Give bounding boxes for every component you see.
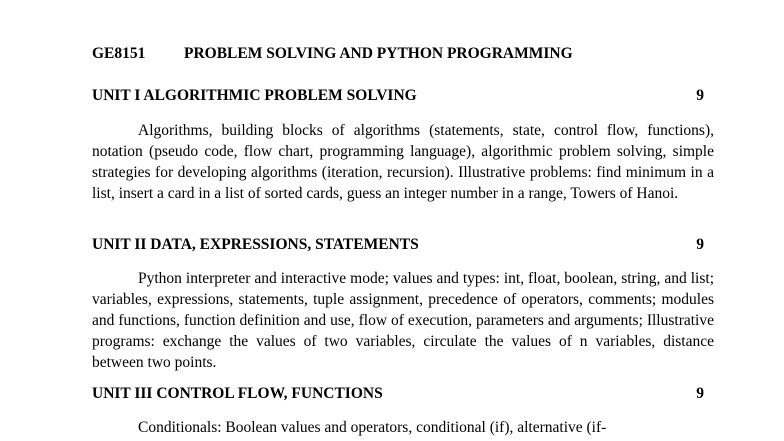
unit-1-heading	[92, 87, 704, 105]
unit-1-hours: 9	[696, 87, 704, 104]
unit-3-title: UNIT III CONTROL FLOW, FUNCTIONS	[92, 385, 383, 402]
course-code: GE8151	[92, 45, 146, 62]
unit-3-heading	[92, 385, 704, 403]
unit-1-description: Algorithms, building blocks of algorithms (statements, state, control flow, functions), notation (pseudo code, flow chart, programming language), algorithmic problem solving, simple strategies for developing algorithms (iteration, recursion). Illustrative problems: find minimum in a list, insert a card in a list of sorted cards, guess an integer number in a range, Towers of Hanoi.	[92, 122, 714, 202]
unit-1-title: UNIT I ALGORITHMIC PROBLEM SOLVING	[92, 87, 417, 104]
unit-2-heading	[92, 236, 704, 254]
unit-3-description: Conditionals: Boolean values and operators, conditional (if), alternative (if-	[138, 419, 607, 436]
unit-2-hours: 9	[696, 236, 704, 253]
unit-2-description: Python interpreter and interactive mode; values and types: int, float, boolean, string, and list; variables, expressions, statements, tuple assignment, precedence of operators, comments; modules and functions, function definition and use, flow of execution, parameters and arguments; Illustrative programs: exchange the values of two variables, circulate the values of n variables, distance between two points.	[92, 270, 714, 371]
unit-3-hours: 9	[696, 385, 704, 402]
unit-2-title: UNIT II DATA, EXPRESSIONS, STATEMENTS	[92, 236, 419, 253]
course-name: PROBLEM SOLVING AND PYTHON PROGRAMMING	[184, 45, 573, 62]
course-title	[92, 45, 573, 63]
